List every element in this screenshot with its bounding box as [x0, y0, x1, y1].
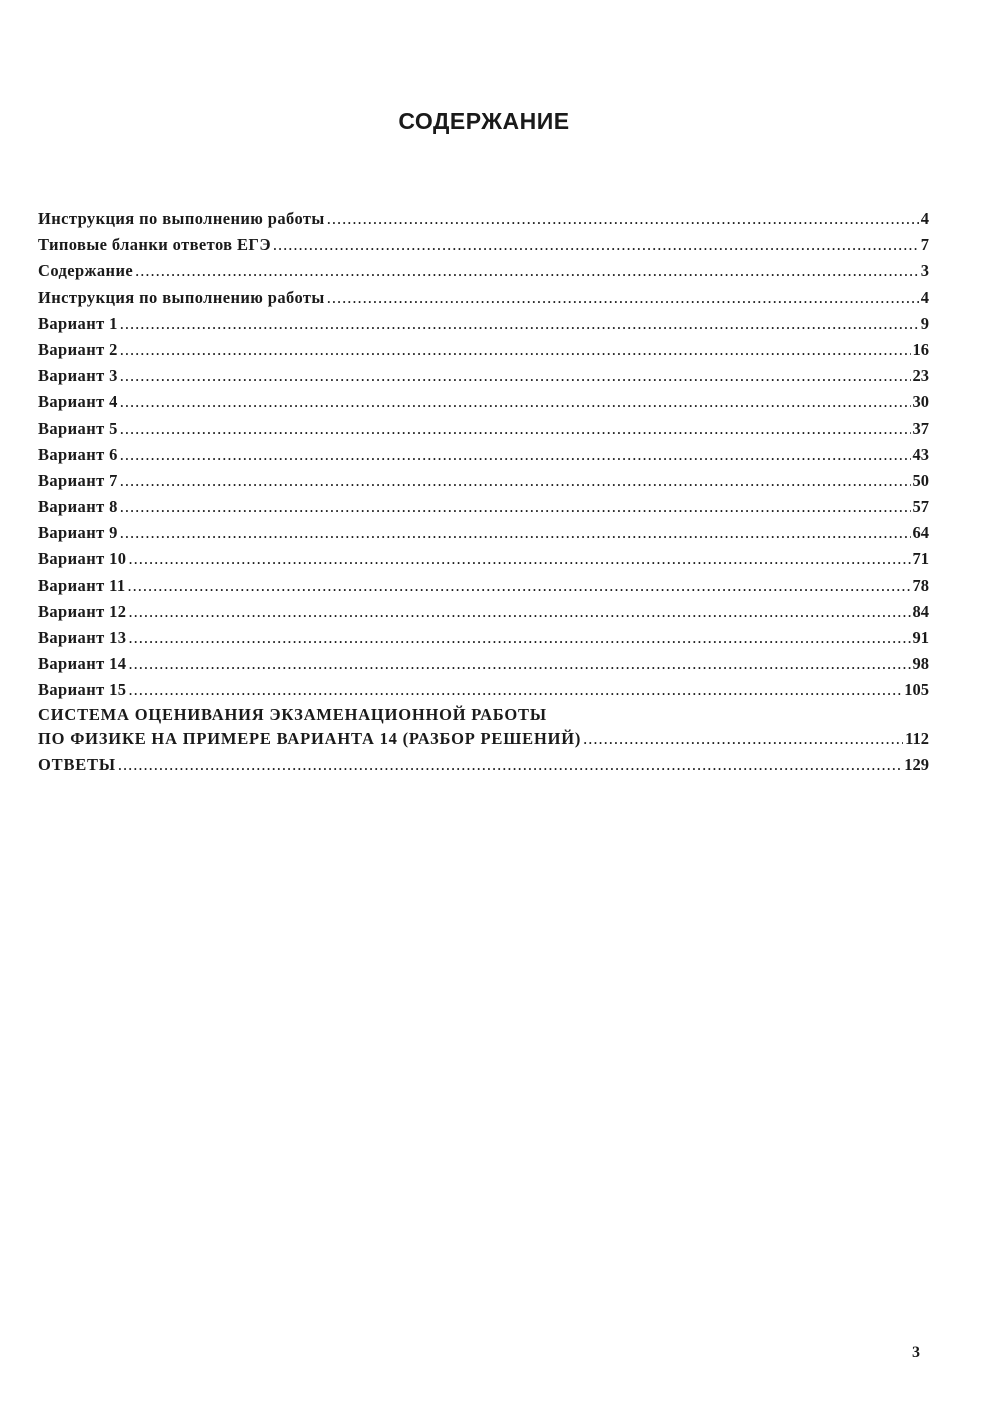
toc-entry-page: 78 — [912, 575, 929, 595]
page-number: 3 — [912, 1344, 920, 1361]
toc-entry-label: Вариант 7 — [38, 470, 118, 490]
toc-entry-page: 98 — [912, 654, 929, 674]
toc-leader-dots — [128, 651, 910, 677]
toc-entry[interactable] — [38, 651, 929, 677]
toc-entry-label: Вариант 10 — [38, 549, 127, 569]
toc-entry[interactable] — [38, 337, 929, 363]
toc-entry[interactable] — [38, 599, 929, 625]
toc-entry[interactable] — [38, 546, 929, 572]
toc-entry[interactable] — [38, 311, 929, 337]
toc-leader-dots — [327, 285, 919, 311]
toc-entry-system-line1: СИСТЕМА ОЦЕНИВАНИЯ ЭКЗАМЕНАЦИОННОЙ РАБОТЫ — [38, 704, 547, 724]
toc-entry-label: Вариант 13 — [38, 628, 127, 647]
toc-entry[interactable] — [38, 206, 929, 232]
toc-entry-page: 71 — [912, 549, 929, 569]
toc-entry-page: 91 — [912, 628, 929, 647]
toc-entry-label: Вариант 1 — [38, 313, 118, 333]
table-of-contents — [38, 206, 929, 778]
toc-leader-dots — [128, 677, 902, 703]
toc-leader-dots — [120, 416, 911, 442]
toc-leader-dots — [583, 726, 903, 752]
toc-entry[interactable] — [38, 625, 929, 651]
toc-entry-page: 16 — [912, 339, 929, 359]
toc-entry[interactable] — [38, 258, 929, 284]
toc-entry-page: 84 — [912, 601, 929, 621]
toc-entry[interactable] — [38, 468, 929, 494]
toc-leader-dots — [120, 363, 911, 389]
toc-entry-page: 43 — [912, 444, 929, 464]
toc-entry-label: Вариант 9 — [38, 523, 118, 543]
toc-entry[interactable] — [38, 442, 929, 468]
toc-leader-dots — [120, 337, 911, 363]
page-title: СОДЕРЖАНИЕ — [398, 108, 570, 134]
toc-entry-answers-page: 129 — [904, 754, 929, 774]
toc-entry[interactable] — [38, 389, 929, 415]
toc-entry-label: Вариант 14 — [38, 654, 127, 674]
toc-entry-label: Инструкция по выполнению работы — [38, 209, 325, 228]
toc-entry-page: 57 — [912, 497, 929, 517]
toc-entry-label: Вариант 2 — [38, 339, 118, 359]
toc-entry-label: Инструкция по выполнению работы — [38, 287, 325, 307]
toc-entry[interactable] — [38, 520, 929, 546]
toc-leader-dots — [128, 573, 911, 599]
toc-entry-label: Вариант 11 — [38, 575, 126, 595]
toc-leader-dots — [120, 468, 911, 494]
toc-leader-dots — [120, 520, 911, 546]
toc-entry-page: 37 — [912, 418, 929, 438]
toc-leader-dots — [120, 311, 919, 337]
toc-leader-dots — [118, 752, 902, 778]
toc-entry-label: Вариант 6 — [38, 444, 118, 464]
toc-entry-page: 105 — [904, 680, 929, 700]
toc-leader-dots — [135, 258, 919, 284]
toc-entry-label: Вариант 3 — [38, 366, 118, 386]
toc-entry-label: Вариант 4 — [38, 392, 118, 412]
toc-entry-label: Вариант 8 — [38, 497, 118, 517]
toc-entry-label: Содержание — [38, 261, 134, 281]
toc-entry-system[interactable] — [38, 704, 929, 752]
toc-leader-dots — [128, 599, 910, 625]
toc-leader-dots — [273, 232, 919, 258]
toc-entry-page: 30 — [912, 392, 929, 412]
toc-leader-dots — [327, 206, 919, 232]
toc-entry-answers[interactable] — [38, 752, 929, 778]
toc-entry[interactable] — [38, 677, 929, 703]
toc-entry-label: Вариант 15 — [38, 680, 127, 700]
toc-entry-page: 4 — [920, 287, 929, 307]
toc-entry-label: Вариант 5 — [38, 418, 118, 438]
toc-entry-page: 7 — [920, 235, 929, 255]
toc-entry-page: 50 — [912, 470, 929, 490]
toc-entry[interactable] — [38, 573, 929, 599]
toc-entry-page: 4 — [920, 209, 929, 228]
toc-entry[interactable] — [38, 494, 929, 520]
toc-entry-answers-label: ОТВЕТЫ — [38, 754, 116, 774]
toc-entry[interactable] — [38, 363, 929, 389]
toc-entry-page: 3 — [920, 261, 929, 281]
toc-entry-system-line2: ПО ФИЗИКЕ НА ПРИМЕРЕ ВАРИАНТА 14 (РАЗБОР РЕШЕНИЙ) — [38, 728, 582, 748]
toc-leader-dots — [128, 546, 910, 572]
toc-entry[interactable] — [38, 416, 929, 442]
toc-leader-dots — [120, 389, 911, 415]
toc-entry-label: Вариант 12 — [38, 601, 127, 621]
toc-leader-dots — [128, 625, 910, 651]
toc-leader-dots — [120, 442, 911, 468]
toc-leader-dots — [120, 494, 911, 520]
toc-entry-system-line2-row — [38, 726, 929, 752]
toc-entry[interactable] — [38, 285, 929, 311]
toc-entry[interactable] — [38, 232, 929, 258]
toc-entry-page: 23 — [912, 366, 929, 386]
toc-entry-page: 64 — [912, 523, 929, 543]
toc-entry-system-page: 112 — [905, 728, 929, 748]
toc-entry-page: 9 — [920, 313, 929, 333]
toc-entry-label: Типовые бланки ответов ЕГЭ — [38, 235, 271, 255]
